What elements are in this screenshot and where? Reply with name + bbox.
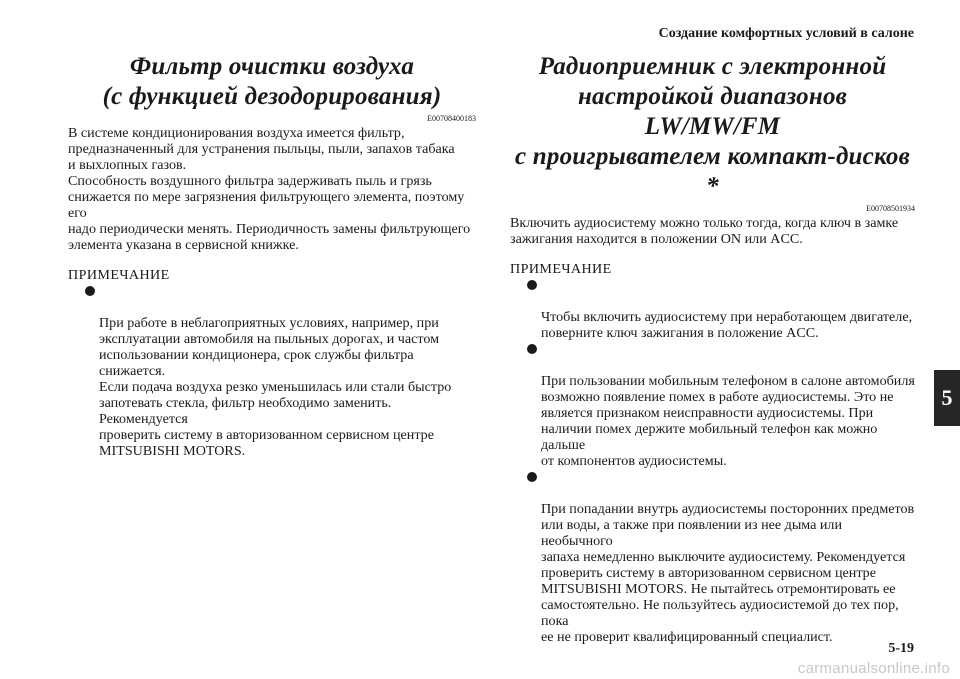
radio-title-line1: Радиоприемник с электронной [538, 53, 887, 80]
page-number: 5-19 [888, 641, 914, 656]
radio-note-heading: ПРИМЕЧАНИЕ [510, 261, 612, 277]
air-filter-body: В системе кондиционирования воздуха имеется фильтр, предназначенный для устранения пыльцы, пыли, запахов табака и выхлопных газов. Способность воздушного фильтра задерживать пыль и грязь снижается по мере загрязнения фильтрующего элемента, поэтому его надо периодически менять. Периодичность замены фильтрующего элемента указана в сервисной книжке. [68, 125, 471, 253]
chapter-tab-label: 5 [941, 385, 953, 410]
bullet-icon [85, 286, 95, 296]
radio-title-line3: с проигрывателем компакт-дисков * [515, 143, 910, 200]
radio-notes [510, 277, 915, 645]
air-filter-title [68, 52, 476, 112]
note-item [510, 277, 915, 341]
watermark: carmanualsonline.info [797, 660, 950, 677]
radio-section [510, 52, 915, 645]
radio-title [510, 52, 915, 202]
bullet-icon [527, 280, 537, 290]
radio-title-line2: настройкой диапазонов LW/MW/FM [577, 83, 848, 140]
radio-code: E00708501934 [866, 204, 915, 213]
air-filter-title-line2: (с функцией дезодорирования) [102, 83, 442, 110]
bullet-icon [527, 344, 537, 354]
note-text: Чтобы включить аудиосистему при неработающем двигателе, поверните ключ зажигания в положение ACC. [541, 309, 913, 341]
note-text: При работе в неблагоприятных условиях, например, при эксплуатации автомобиля на пыльных дорогах, и частом использовании кондиционера, срок службы фильтра снижается. Если подача воздуха резко уменьшилась или стали быстро запотевать стекла, фильтр необходимо заменить. Рекомендуется проверить систему в авторизованном сервисном центре MITSUBISHI MOTORS. [99, 315, 452, 459]
bullet-icon [527, 472, 537, 482]
note-item [510, 469, 915, 645]
note-text: При попадании внутрь аудиосистемы посторонних предметов или воды, а также при появлении из нее дыма или необычного запаха немедленно выключите аудиосистему. Рекомендуется проверить систему в авторизованном сервисном центре MITSUBISHI MOTORS. Не пытайтесь отремонтировать ее самостоятельно. Не пользуйтесь аудиосистемой до тех пор, пока ее не проверит квалифицированный специалист. [541, 501, 915, 645]
air-filter-notes [68, 283, 476, 459]
section-header: Создание комфортных условий в салоне [658, 26, 914, 41]
air-filter-title-line1: Фильтр очистки воздуха [129, 53, 415, 80]
air-filter-code: E00708400183 [427, 114, 476, 123]
note-item [510, 341, 915, 469]
air-filter-section [68, 52, 476, 459]
chapter-tab [934, 370, 960, 426]
air-filter-note-heading: ПРИМЕЧАНИЕ [68, 267, 170, 283]
note-text: При пользовании мобильным телефоном в салоне автомобиля возможно появление помех в работе аудиосистемы. Это не является признаком неисправности аудиосистемы. При наличии помех держите мобильный телефон как можно дальше от компонентов аудиосистемы. [541, 373, 915, 469]
radio-body: Включить аудиосистему можно только тогда, когда ключ в замке зажигания находится в положении ON или ACC. [510, 215, 899, 247]
note-item [68, 283, 476, 459]
